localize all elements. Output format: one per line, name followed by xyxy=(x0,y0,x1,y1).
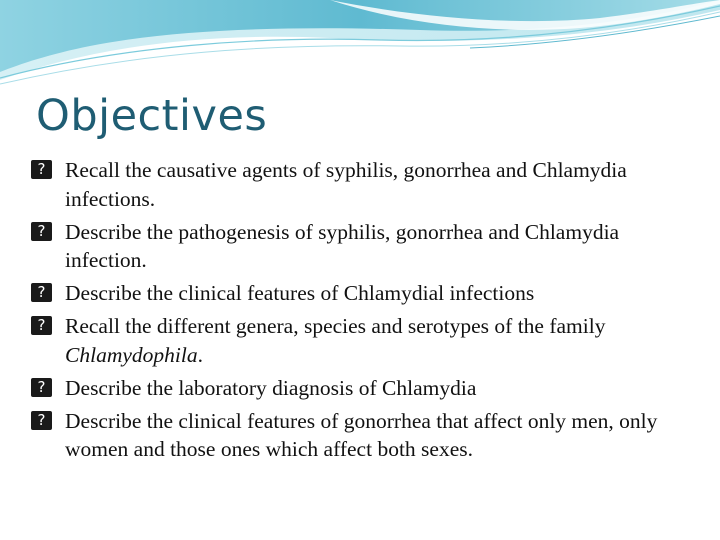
genus-name: Chlamydophila xyxy=(65,342,198,367)
objectives-list xyxy=(31,156,691,468)
bullet-text: Describe the clinical features of Chlamydial infections xyxy=(65,281,535,305)
slide-title: Objectives xyxy=(36,91,268,141)
list-item xyxy=(31,374,691,403)
unknown-glyph-icon: ? xyxy=(31,316,52,335)
bullet-text-part: Recall the different genera, species and serotypes of the family xyxy=(65,314,606,338)
list-item xyxy=(31,218,691,275)
list-item xyxy=(31,279,691,308)
unknown-glyph-icon: ? xyxy=(31,378,52,397)
bullet-text-part: . xyxy=(197,342,203,367)
unknown-glyph-icon: ? xyxy=(31,160,52,179)
list-item xyxy=(31,156,691,213)
wave-header-decoration xyxy=(0,0,720,90)
list-item xyxy=(31,407,691,464)
bullet-text xyxy=(65,314,605,367)
list-item xyxy=(31,312,691,369)
bullet-text: Describe the clinical features of gonorrhea that affect only men, only women and those ones which affect both sexes. xyxy=(65,408,658,461)
unknown-glyph-icon: ? xyxy=(31,222,52,241)
bullet-text: Describe the laboratory diagnosis of Chlamydia xyxy=(65,375,477,400)
bullet-text: Recall the causative agents of syphilis, gonorrhea and Chlamydia infections. xyxy=(65,158,627,211)
bullet-text: Describe the pathogenesis of syphilis, gonorrhea and Chlamydia infection. xyxy=(65,219,620,272)
unknown-glyph-icon: ? xyxy=(31,411,52,430)
unknown-glyph-icon: ? xyxy=(31,283,52,302)
